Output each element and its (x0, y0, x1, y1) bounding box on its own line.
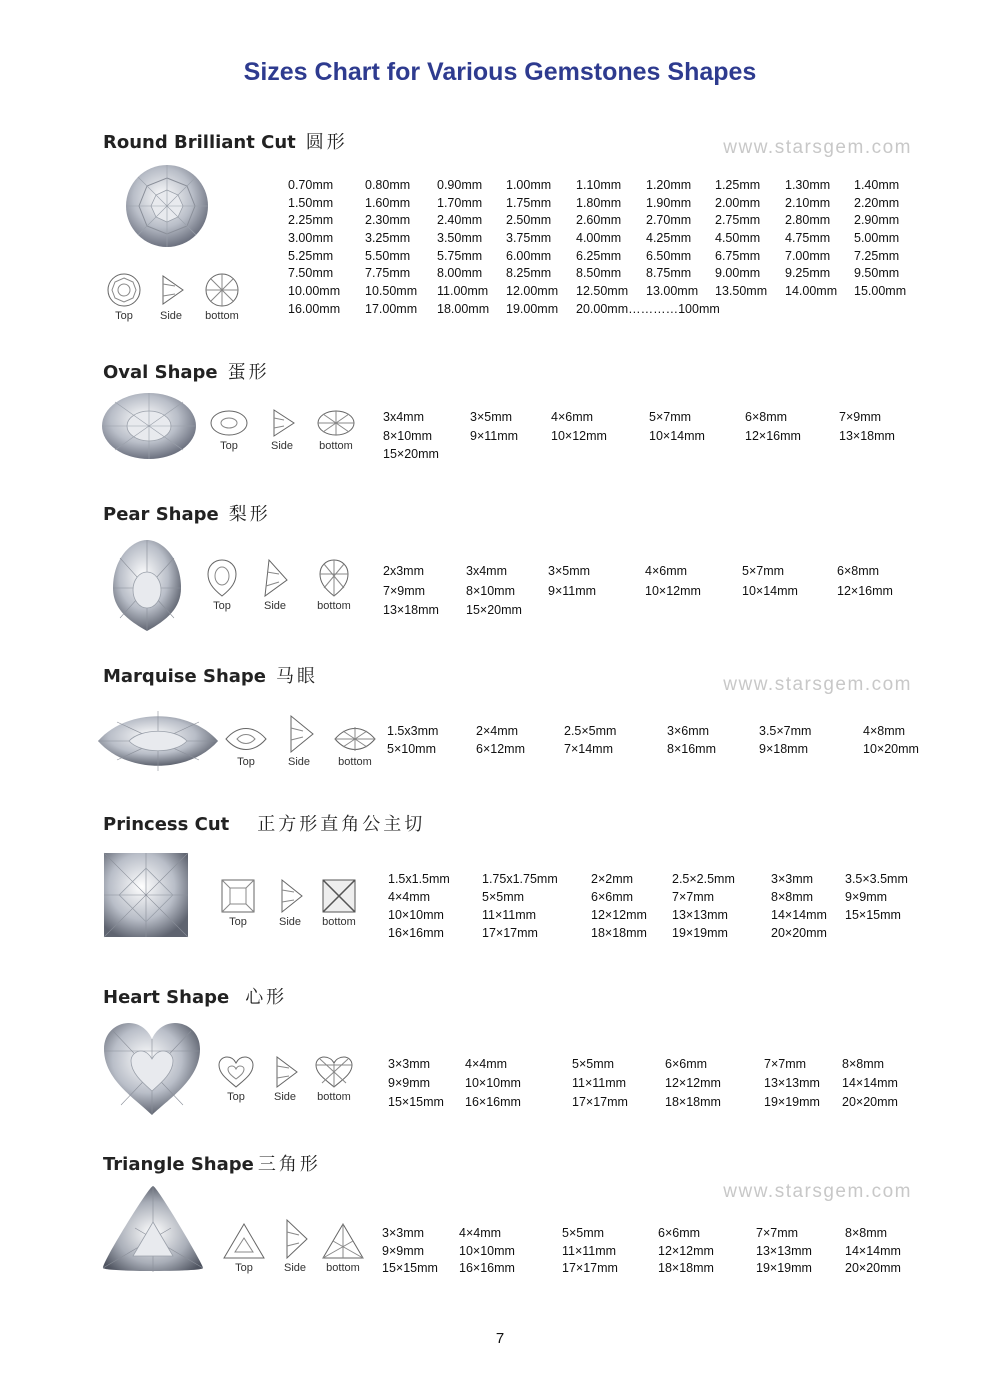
size-cell: 7×7mm (764, 1057, 807, 1071)
view-side (273, 1218, 317, 1274)
size-cell: 6.75mm (715, 248, 761, 263)
size-cell: 8.00mm (437, 266, 483, 281)
size-cell: 9×9mm (845, 890, 888, 904)
size-cell: 2.75mm (715, 213, 761, 228)
view-label: Top (229, 916, 247, 928)
size-cell: 19×19mm (756, 1261, 812, 1275)
view-label: Side (278, 916, 302, 928)
size-cell: 18×18mm (665, 1095, 721, 1109)
size-cell: 6×6mm (665, 1057, 708, 1071)
size-cell: 15×20mm (383, 447, 439, 461)
size-cell: 8×8mm (771, 890, 814, 904)
size-cell: 9×9mm (382, 1243, 425, 1258)
heart-side-icon (267, 1055, 303, 1089)
size-cell: 2.00mm (715, 195, 761, 210)
size-cell: 11.00mm (437, 284, 489, 299)
section-name: Princess Cut (103, 814, 230, 835)
size-cell: 1.50mm (288, 195, 334, 210)
size-cell: 12×16mm (745, 428, 801, 443)
size-cell: 18×18mm (591, 926, 647, 940)
size-cell: 12×12mm (658, 1243, 714, 1258)
size-cell: 2.5×2.5mm (672, 872, 735, 886)
size-cell: 3×3mm (388, 1057, 431, 1071)
size-cell: 19×19mm (764, 1095, 820, 1109)
triangle-side-icon (277, 1218, 313, 1260)
view-side (260, 408, 304, 452)
view-side (149, 272, 193, 322)
size-cell: 8.75mm (646, 266, 692, 281)
section-princess (0, 810, 1000, 950)
view-bottom (312, 558, 356, 612)
size-cell: 17.00mm (365, 301, 418, 316)
size-cell: 16×16mm (465, 1095, 521, 1109)
size-cell: 8×10mm (383, 428, 432, 443)
view-top (200, 558, 244, 612)
size-cell: 10×14mm (742, 583, 798, 598)
size-cell: 14.00mm (785, 284, 838, 299)
size-cell: 4×4mm (459, 1226, 502, 1240)
size-cell: 4×4mm (465, 1057, 508, 1071)
view-label: bottom (319, 440, 353, 452)
size-cell: 2.30mm (365, 213, 411, 228)
size-cell: 0.70mm (288, 178, 334, 192)
size-cell: 4.50mm (715, 231, 761, 246)
section-name-cn: 蛋形 (227, 362, 270, 383)
size-cell: 2.50mm (506, 213, 552, 228)
size-cell: 8×16mm (667, 742, 716, 756)
page-title: Sizes Chart for Various Gemstones Shapes (243, 58, 757, 86)
triangle-top-icon (222, 1222, 266, 1260)
size-cell: 18×18mm (658, 1261, 714, 1275)
size-cell: 11×11mm (572, 1076, 627, 1090)
view-top (214, 1055, 258, 1103)
size-cell: 10×12mm (645, 583, 701, 598)
watermark: www.starsgem.com (723, 137, 912, 158)
view-bottom (200, 272, 244, 322)
size-cell: 2.90mm (854, 213, 900, 228)
page-number: 7 (495, 1330, 505, 1347)
view-bottom (333, 724, 377, 768)
size-cell: 10×14mm (649, 428, 705, 443)
size-cell: 2.5×5mm (564, 724, 617, 738)
section-name: Triangle Shape (103, 1154, 254, 1175)
size-cell: 1.00mm (506, 178, 552, 192)
size-cell: 4×4mm (388, 890, 431, 904)
size-cell: 3x4mm (466, 564, 507, 578)
view-label: Top (235, 1262, 253, 1274)
view-label: bottom (326, 1262, 360, 1274)
size-cell: 13×13mm (672, 908, 728, 922)
view-side (253, 558, 297, 612)
size-cell: 1.30mm (785, 178, 831, 192)
size-cell: 6×12mm (476, 742, 525, 756)
size-cell: 17×17mm (572, 1095, 628, 1109)
size-cell: 5.00mm (854, 231, 900, 246)
size-cell: 3.00mm (288, 231, 334, 246)
view-label: Top (115, 310, 133, 322)
section-name-cn: 心形 (245, 987, 288, 1008)
size-cell: 2.25mm (288, 213, 334, 228)
size-cell: 9×11mm (548, 583, 597, 598)
view-side (277, 714, 321, 768)
view-label: Side (270, 440, 294, 452)
size-cell: 4.75mm (785, 231, 831, 246)
size-cell: 13×18mm (383, 603, 439, 617)
section-title (103, 128, 348, 154)
size-cell: 20.00mm…………100mm (576, 301, 720, 316)
view-side (263, 1055, 307, 1103)
view-bottom (312, 1055, 356, 1103)
size-cell: 1.40mm (854, 178, 900, 192)
view-top (216, 878, 260, 928)
section-name-cn: 三角形 (257, 1154, 321, 1175)
size-cell: 4.00mm (576, 231, 622, 246)
size-cell: 3×5mm (548, 564, 591, 578)
size-cell: 1.60mm (365, 195, 411, 210)
size-cell: 8×8mm (845, 1226, 888, 1240)
size-cell: 6×8mm (745, 410, 788, 424)
size-cell: 9.25mm (785, 266, 831, 281)
size-cell: 20×20mm (771, 926, 827, 940)
size-cell: 10×10mm (465, 1076, 521, 1090)
size-cell: 5×5mm (482, 890, 525, 904)
size-cell: 5×10mm (387, 742, 436, 756)
size-cell: 14×14mm (845, 1243, 901, 1258)
size-cell: 9×18mm (759, 742, 808, 756)
size-cell: 2.40mm (437, 213, 483, 228)
heart-bottom-icon (314, 1055, 354, 1089)
size-cell: 9.00mm (715, 266, 761, 281)
size-cell: 15×15mm (388, 1095, 444, 1109)
size-cell: 1.5x3mm (387, 724, 439, 738)
section-triangle (0, 1150, 1000, 1290)
size-cell: 15×20mm (466, 603, 522, 617)
size-cell: 10×10mm (388, 908, 444, 922)
size-cell: 12.00mm (506, 284, 559, 299)
size-cell: 6.50mm (646, 248, 692, 263)
size-cell: 9×11mm (470, 428, 519, 443)
section-round-brilliant (0, 128, 1000, 328)
section-oval (0, 358, 1000, 468)
size-cell: 7×9mm (383, 583, 426, 598)
size-cell: 20×20mm (845, 1261, 901, 1275)
view-label: Side (263, 600, 287, 612)
size-cell: 20×20mm (842, 1095, 898, 1109)
size-cell: 4×8mm (863, 724, 906, 738)
size-cell: 3.25mm (365, 231, 411, 246)
view-label: Top (220, 440, 238, 452)
view-bottom (314, 408, 358, 452)
size-cell: 1.5x1.5mm (388, 872, 450, 886)
size-cell: 7.50mm (288, 266, 334, 281)
size-cell: 3×5mm (470, 410, 513, 424)
watermark: www.starsgem.com (723, 674, 912, 695)
pear-gem-image (112, 538, 182, 632)
section-title (103, 1150, 321, 1176)
size-cell: 2.70mm (646, 213, 692, 228)
size-cell: 19×19mm (672, 926, 728, 940)
section-title (103, 662, 318, 688)
size-cell: 1.70mm (437, 195, 483, 210)
section-name-cn: 马眼 (276, 666, 319, 687)
size-cell: 8×8mm (842, 1057, 885, 1071)
oval-gem-image (101, 392, 197, 460)
size-cell: 19.00mm (506, 301, 559, 316)
round-top-icon (106, 272, 142, 308)
size-cell: 5.50mm (365, 248, 411, 263)
size-cell: 16×16mm (388, 926, 444, 940)
pear-side-icon (257, 558, 293, 598)
size-cell: 13.50mm (715, 284, 768, 299)
size-cell: 3×6mm (667, 724, 710, 738)
size-cell: 11×11mm (482, 908, 537, 922)
section-heart (0, 983, 1000, 1123)
section-title (103, 983, 287, 1009)
section-name-cn: 圆形 (305, 132, 348, 153)
size-cell: 5×7mm (649, 410, 692, 424)
size-cell: 6.00mm (506, 248, 552, 263)
size-cell: 7.75mm (365, 266, 411, 281)
size-cell: 8.50mm (576, 266, 622, 281)
view-bottom (317, 878, 361, 928)
size-cell: 16.00mm (288, 301, 341, 316)
section-pear (0, 500, 1000, 640)
size-cell: 12×16mm (837, 583, 893, 598)
size-cell: 7.00mm (785, 248, 831, 263)
view-top (102, 272, 146, 322)
size-cell: 2.10mm (785, 195, 831, 210)
size-cell: 4.25mm (646, 231, 692, 246)
princess-bottom-icon (321, 878, 357, 914)
size-cell: 13×18mm (839, 428, 895, 443)
size-cell: 4×6mm (551, 410, 594, 424)
view-top (207, 408, 251, 452)
size-cell: 10.00mm (288, 284, 341, 299)
size-cell: 9.50mm (854, 266, 900, 281)
heart-top-icon (217, 1055, 255, 1089)
size-cell: 18.00mm (437, 301, 490, 316)
view-top (224, 724, 268, 768)
view-label: bottom (338, 756, 372, 768)
size-cell: 3×3mm (771, 872, 814, 886)
pear-top-icon (204, 558, 240, 598)
size-cell: 0.90mm (437, 178, 483, 192)
round-side-icon (153, 272, 189, 308)
size-cell: 5×5mm (562, 1226, 605, 1240)
size-cell: 1.90mm (646, 195, 692, 210)
view-label: Side (283, 1262, 307, 1274)
round-bottom-icon (204, 272, 240, 308)
view-label: Top (213, 600, 231, 612)
size-cell: 14×14mm (842, 1076, 898, 1090)
view-label: Side (273, 1091, 297, 1103)
size-cell: 1.80mm (576, 195, 622, 210)
princess-side-icon (272, 878, 308, 914)
section-name: Round Brilliant Cut (103, 132, 296, 153)
size-cell: 5.25mm (288, 248, 334, 263)
oval-side-icon (264, 408, 300, 438)
view-label: bottom (322, 916, 356, 928)
size-cell: 3.75mm (506, 231, 552, 246)
size-cell: 13×13mm (764, 1076, 820, 1090)
size-cell: 8.25mm (506, 266, 552, 281)
size-cell: 3.50mm (437, 231, 483, 246)
size-cell: 13.00mm (646, 284, 699, 299)
princess-gem-image (103, 852, 189, 938)
size-cell: 2.60mm (576, 213, 622, 228)
size-cell: 5.75mm (437, 248, 483, 263)
size-cell: 1.20mm (646, 178, 692, 192)
section-name: Marquise Shape (103, 666, 267, 687)
size-cell: 7×9mm (839, 410, 882, 424)
size-cell: 10.50mm (365, 284, 418, 299)
size-cell: 5×5mm (572, 1057, 615, 1071)
view-label: Top (237, 756, 255, 768)
round-gem-image (125, 164, 209, 248)
size-cell: 12×12mm (665, 1076, 721, 1090)
size-cell: 2.80mm (785, 213, 831, 228)
view-label: Side (287, 756, 311, 768)
size-cell: 17×17mm (562, 1261, 618, 1275)
size-cell: 14×14mm (771, 908, 827, 922)
section-name-cn: 正方形直角公主切 (257, 814, 426, 835)
size-cell: 1.75x1.75mm (482, 872, 558, 886)
triangle-bottom-icon (321, 1222, 365, 1260)
watermark: www.starsgem.com (723, 1181, 912, 1202)
size-cell: 7×7mm (672, 890, 715, 904)
view-label: bottom (317, 1091, 351, 1103)
size-cell: 4×6mm (645, 564, 688, 578)
princess-top-icon (220, 878, 256, 914)
marquise-bottom-icon (333, 724, 377, 754)
size-cell: 7×14mm (564, 742, 613, 756)
oval-bottom-icon (316, 408, 356, 438)
size-cell: 7.25mm (854, 248, 900, 263)
section-title (103, 810, 425, 836)
size-cell: 6.25mm (576, 248, 622, 263)
view-label: bottom (205, 310, 239, 322)
size-cell: 3×3mm (382, 1226, 425, 1240)
triangle-gem-image (101, 1184, 205, 1274)
view-top (222, 1222, 266, 1274)
marquise-side-icon (281, 714, 317, 754)
size-cell: 10×20mm (863, 742, 919, 756)
section-title (103, 500, 271, 526)
size-cell: 7×7mm (756, 1226, 799, 1240)
size-cell: 0.80mm (365, 178, 411, 192)
section-name: Heart Shape (103, 987, 230, 1008)
size-cell: 15×15mm (382, 1261, 438, 1275)
section-name: Oval Shape (103, 362, 218, 383)
size-cell: 16×16mm (459, 1261, 515, 1275)
size-cell: 9×9mm (388, 1076, 431, 1090)
marquise-gem-image (97, 708, 219, 774)
size-cell: 6×6mm (658, 1226, 701, 1240)
size-cell: 13×13mm (756, 1243, 812, 1258)
view-label: Top (227, 1091, 245, 1103)
size-cell: 11×11mm (562, 1243, 617, 1258)
size-cell: 10×12mm (551, 428, 607, 443)
size-cell: 2x3mm (383, 564, 424, 578)
size-cell: 3.5×7mm (759, 724, 812, 738)
size-cell: 2×2mm (591, 872, 634, 886)
size-cell: 8×10mm (466, 583, 515, 598)
pear-bottom-icon (316, 558, 352, 598)
size-cell: 17×17mm (482, 926, 538, 940)
size-cell: 2.20mm (854, 195, 900, 210)
size-cell: 3.5×3.5mm (845, 872, 908, 886)
view-side (268, 878, 312, 928)
size-cell: 10×10mm (459, 1243, 515, 1258)
size-cell: 1.10mm (576, 178, 622, 192)
size-cell: 6×8mm (837, 564, 880, 578)
view-label: Side (159, 310, 183, 322)
section-name: Pear Shape (103, 504, 219, 525)
section-marquise (0, 662, 1000, 782)
size-cell: 6×6mm (591, 890, 634, 904)
size-cell: 5×7mm (742, 564, 785, 578)
heart-gem-image (103, 1021, 201, 1117)
size-cell: 12.50mm (576, 284, 629, 299)
size-cell: 12×12mm (591, 908, 647, 922)
size-cell: 2×4mm (476, 724, 519, 738)
size-cell: 15.00mm (854, 284, 907, 299)
oval-top-icon (209, 408, 249, 438)
size-cell: 15×15mm (845, 908, 901, 922)
view-label: bottom (317, 600, 351, 612)
section-title (103, 358, 270, 384)
size-cell: 3x4mm (383, 410, 424, 424)
view-bottom (321, 1222, 365, 1274)
marquise-top-icon (224, 724, 268, 754)
section-name-cn: 梨形 (228, 504, 271, 525)
size-cell: 1.75mm (506, 195, 552, 210)
size-cell: 1.25mm (715, 178, 761, 192)
